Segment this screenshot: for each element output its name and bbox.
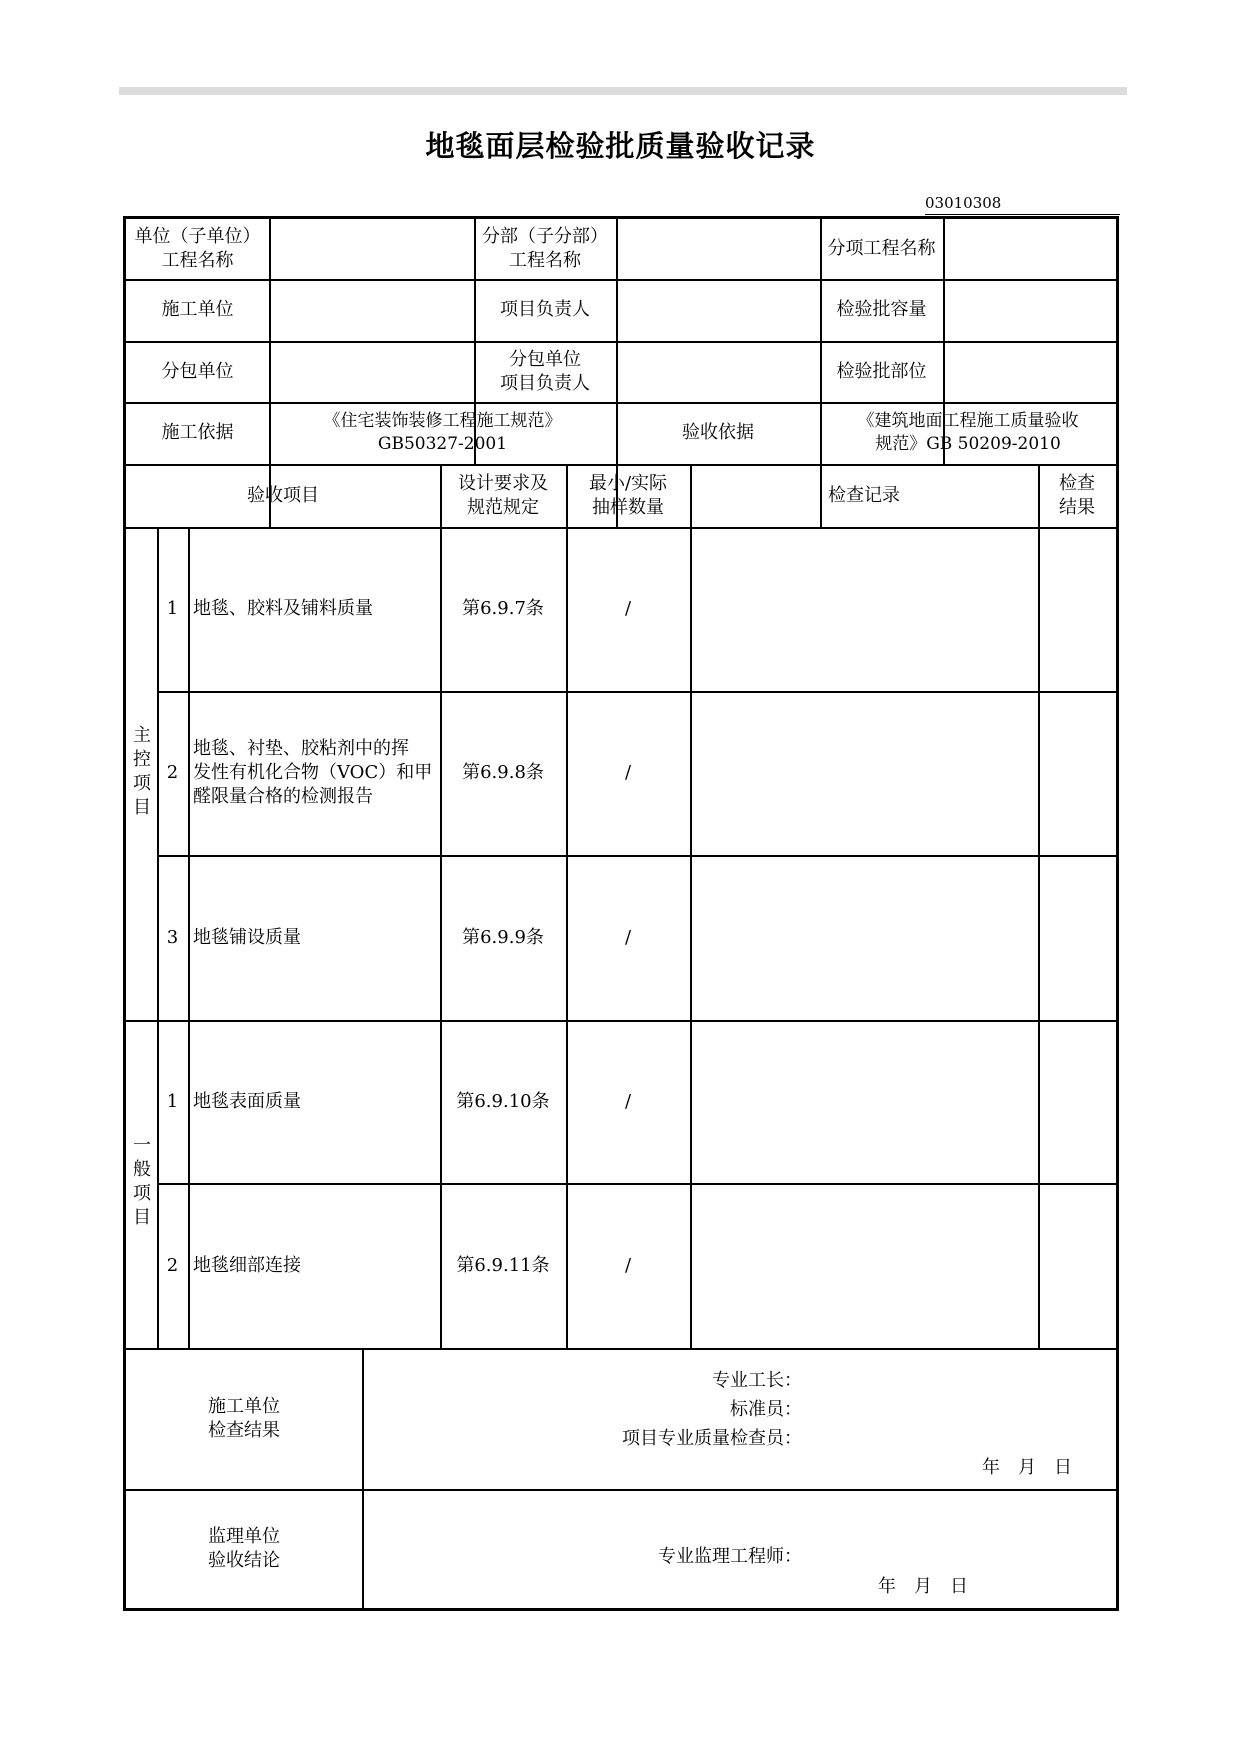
division-name-label: 分部（子分部） 工程名称	[482, 226, 608, 271]
item-record[interactable]	[690, 1020, 1038, 1183]
item-desc: 地毯铺设质量	[193, 926, 301, 948]
division-name-value[interactable]	[616, 219, 820, 279]
item-result[interactable]	[1038, 855, 1116, 1020]
item-record[interactable]	[690, 1183, 1038, 1348]
item-sample: /	[624, 1254, 632, 1276]
acceptance-basis-value: 《建筑地面工程施工质量验收 规范》GB 50209-2010	[857, 411, 1079, 454]
basis-value: 《住宅装饰装修工程施工规范》 GB50327-2001	[323, 411, 562, 454]
form-code-text: 03010308	[925, 194, 1002, 212]
sub-manager-label: 分包单位 项目负责人	[500, 348, 590, 394]
foreman-label: 专业工长：	[712, 1370, 802, 1391]
item-sample: /	[624, 1090, 632, 1112]
item-result[interactable]	[1038, 527, 1116, 691]
item-desc: 地毯表面质量	[193, 1090, 301, 1112]
standard-officer-label: 标准员：	[730, 1399, 802, 1420]
contractor-label: 施工单位	[161, 299, 234, 320]
sub-manager-value[interactable]	[616, 341, 820, 402]
form-code	[925, 194, 1120, 215]
general-group-label: 一般项目	[133, 1135, 151, 1228]
item-clause: 第6.9.10条	[456, 1090, 550, 1112]
item-clause: 第6.9.9条	[462, 926, 544, 948]
batch-location-label: 检验批部位	[836, 360, 927, 382]
top-rule	[119, 87, 1127, 95]
item-no: 3	[166, 926, 179, 948]
inspection-form-table	[123, 216, 1119, 1611]
contractor-date: 年 月 日	[982, 1457, 1072, 1478]
item-clause: 第6.9.7条	[462, 598, 544, 619]
item-result[interactable]	[1038, 1020, 1116, 1183]
batch-capacity-label: 检验批容量	[836, 299, 927, 320]
subcontractor-value[interactable]	[269, 341, 474, 402]
column-item: 验收项目	[247, 484, 319, 506]
main-group-label: 主控项目	[133, 725, 151, 818]
supervisor-engineer-label: 专业监理工程师：	[658, 1546, 802, 1567]
page-title: 地毯面层检验批质量验收记录	[425, 129, 816, 163]
item-desc: 地毯、胶料及铺料质量	[193, 598, 373, 619]
item-record[interactable]	[690, 527, 1038, 691]
item-record[interactable]	[690, 691, 1038, 855]
acceptance-basis-label: 验收依据	[682, 422, 754, 443]
project-manager-label: 项目负责人	[500, 299, 590, 320]
item-sample: /	[624, 762, 632, 783]
subcontractor-label: 分包单位	[161, 360, 234, 382]
item-record[interactable]	[690, 855, 1038, 1020]
item-sample: /	[624, 598, 632, 619]
subitem-name-value[interactable]	[943, 219, 1116, 279]
batch-capacity-value[interactable]	[943, 279, 1116, 341]
subitem-name-label: 分项工程名称	[827, 238, 936, 259]
item-no: 2	[166, 1254, 179, 1276]
column-result: 检查 结果	[1059, 472, 1095, 518]
project-manager-value[interactable]	[616, 279, 820, 341]
unit-name-value[interactable]	[269, 219, 474, 279]
column-sample: 最小/实际 抽样数量	[588, 472, 668, 518]
item-result[interactable]	[1038, 691, 1116, 855]
item-no: 1	[166, 598, 179, 619]
contractor-check-label: 施工单位 检查结果	[208, 1395, 280, 1441]
supervisor-conclusion-label: 监理单位 验收结论	[208, 1525, 280, 1571]
batch-location-value[interactable]	[943, 341, 1116, 402]
contractor-value[interactable]	[269, 279, 474, 341]
item-result[interactable]	[1038, 1183, 1116, 1348]
quality-inspector-label: 项目专业质量检查员：	[622, 1428, 802, 1449]
item-desc: 地毯、衬垫、胶粘剂中的挥 发性有机化合物（VOC）和甲 醛限量合格的检测报告	[193, 738, 433, 807]
column-design: 设计要求及 规范规定	[458, 472, 548, 518]
supervisor-date: 年 月 日	[878, 1576, 968, 1597]
unit-name-label: 单位（子单位） 工程名称	[134, 226, 261, 271]
item-clause: 第6.9.8条	[462, 762, 544, 783]
item-no: 2	[166, 762, 179, 783]
item-sample: /	[624, 926, 632, 948]
basis-label: 施工依据	[161, 422, 234, 443]
item-desc: 地毯细部连接	[193, 1254, 301, 1276]
item-clause: 第6.9.11条	[456, 1254, 550, 1276]
column-record: 检查记录	[828, 484, 900, 506]
item-no: 1	[166, 1090, 179, 1112]
